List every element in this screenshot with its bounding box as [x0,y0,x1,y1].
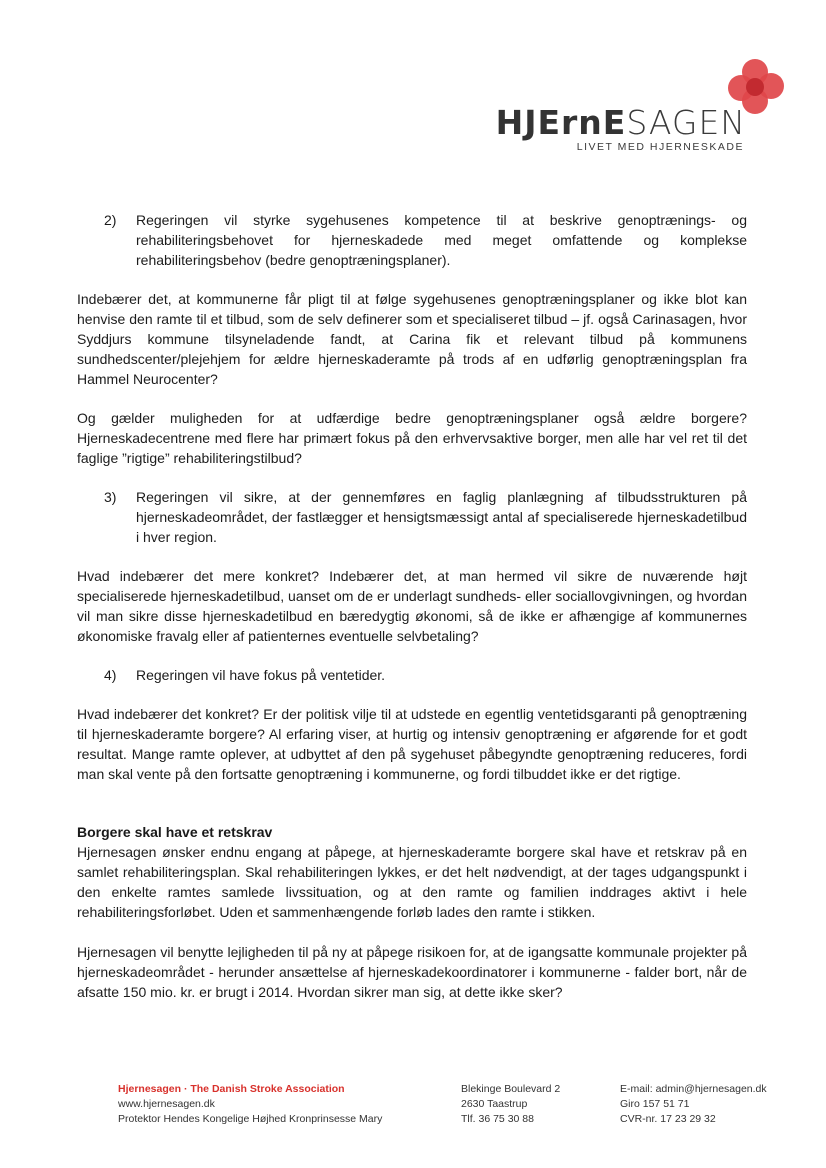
section-heading: Borgere skal have et retskrav [77,824,273,840]
item-text: Regeringen vil sikre, at der gennemføres en faglig planlægning af tilbudsstrukturen på hjerneskadeområdet, der fastlægger et hensigtsmæssigt antal af specialiserede hjerneskadetilbud i hver region. [136,489,747,545]
footer-address-line: 2630 Taastrup [461,1098,528,1110]
letter-body [77,210,747,1002]
logo-wordmark: HJErnESAGEN [495,103,746,142]
paragraph: Og gælder muligheden for at udfærdige bedre genoptræningsplaner også ældre borgere? Hjerneskadecentrene med flere har primært fokus på den erhvervsaktive borger, men alle har vel ret til det faglige ”rigtige” rehabiliteringstilbud? [77,410,747,466]
footer-email-link[interactable]: E-mail: admin@hjernesagen.dk [620,1083,767,1095]
item-number: 2) [104,212,117,228]
footer-address-line: Blekinge Boulevard 2 [461,1083,561,1095]
paragraph: Hvad indebærer det konkret? Er der politisk vilje til at udstede en egentlig ventetidsgaranti på genoptræning til hjerneskaderamte borgere? Al erfaring viser, at hurtig og intensiv genoptræning er afgørende for et godt resultat. Mange ramte oplever, at udbyttet af den på sygehuset påbegyndte genoptræning reduceres, fordi man skal vente på den fortsatte genoptræning i kommunerne, og fordi tilbuddet ikke er det rigtige. [77,706,747,782]
logo-tagline: LIVET MED HJERNESKADE [576,141,744,153]
paragraph: Hjernesagen vil benytte lejligheden til på ny at påpege risikoen for, at de igangsatte kommunale projekter på hjerneskadeområdet - herunder ansættelse af hjerneskadekoordinatorer i kommunerne - falder bort, når de afsatte 150 mio. kr. er brugt i 2014. Hvordan sikrer man sig, at dette ikke sker? [77,944,747,1000]
footer-giro: Giro 157 51 71 [620,1098,690,1110]
paragraph: Hvad indebærer det mere konkret? Indebærer det, at man hermed vil sikre de nuværende højt specialiserede hjerneskadetilbud, uanset om de er underlagt sundheds- eller sociallovgivningen, og hvordan vil man sikre disse hjerneskadetilbud en bæredygtig økonomi, så de ikke er afhængige af kommunernes økonomiske fravalg eller af patienternes eventuelle selvbetaling? [77,568,747,644]
footer-address [461,1082,560,1127]
numbered-item-4 [104,665,747,685]
footer-cvr: CVR-nr. 17 23 29 32 [620,1113,716,1125]
footer-website-link[interactable]: www.hjernesagen.dk [118,1098,215,1110]
numbered-item-2 [104,210,747,270]
item-text: Regeringen vil styrke sygehusenes kompetence til at beskrive genoptrænings- og rehabiliteringsbehovet for hjerneskadede med meget omfattende og komplekse rehabiliteringsbehov (bedre genoptræningsplaner). [136,212,747,268]
paragraph: Indebærer det, at kommunerne får pligt til at følge sygehusenes genoptræningsplaner og ikke blot kan henvise den ramte til et tilbud, som de selv definerer som et specialiseret tilbud – jf. også Carinasagen, hvor Syddjurs kommune tilsyneladende fandt, at Carina fik et relevant tilbud på kommunens sundhedscenter/plejehjem for ældre hjerneskaderamte på trods af en udførlig genoptræningsplan fra Hammel Neurocenter? [77,291,747,387]
footer-protector: Protektor Hendes Kongelige Højhed Kronprinsesse Mary [118,1113,383,1125]
footer-contact [620,1082,767,1127]
item-number: 3) [104,489,117,505]
item-number: 4) [104,667,117,683]
item-text: Regeringen vil have fokus på ventetider. [136,667,386,683]
numbered-item-3 [104,487,747,547]
footer-phone: Tlf. 36 75 30 88 [461,1113,534,1125]
footer-org-name: Hjernesagen · The Danish Stroke Association [118,1083,345,1095]
hjernesagen-logo [495,58,786,158]
footer-organization [118,1082,382,1127]
paragraph: Hjernesagen ønsker endnu engang at påpege, at hjerneskaderamte borgere skal have et retskrav på en samlet rehabiliteringsplan. Skal rehabiliteringen lykkes, er det helt nødvendigt, at der tages udgangspunkt i den enkelte ramtes samlede livssituation, og at den ramte og familien inddrages aktivt i hele rehabiliteringsforløbet. Uden et sammenhængende forløb lades den ramte i stikken. [77,844,747,920]
